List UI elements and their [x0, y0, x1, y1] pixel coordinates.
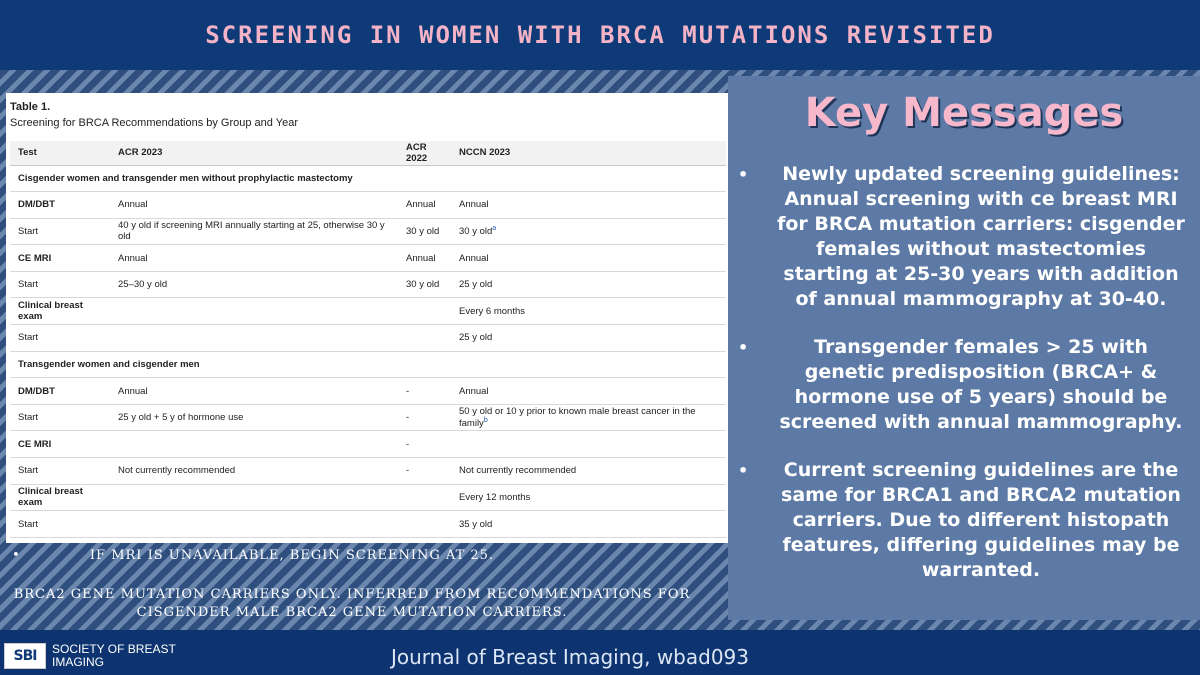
- table-group-row: [10, 351, 726, 378]
- footnote-marker[interactable]: b: [483, 417, 488, 425]
- footnote-marker[interactable]: a: [492, 225, 497, 233]
- key-message-text: Transgender females > 25 with genetic predisposition (BRCA+ & hormone use of 5 years) should be screened with annual mammography.: [779, 336, 1183, 433]
- bullet-icon: •: [738, 165, 749, 184]
- cell-test-text: Start: [18, 518, 39, 530]
- cell-acr2022: [398, 404, 451, 431]
- cell-acr2023: [110, 325, 398, 352]
- cell-nccn2023-text: 25 y old: [459, 332, 493, 344]
- cell-acr2022: [398, 378, 451, 405]
- table-row: [10, 404, 726, 431]
- cell-nccn2023-text: 50 y old or 10 y prior to known male breast cancer in the family: [459, 406, 696, 430]
- cell-acr2023: [110, 218, 398, 245]
- table-group-row: [10, 165, 726, 192]
- cell-acr2023: [110, 192, 398, 219]
- cell-test-text: CE MRI: [18, 438, 52, 450]
- cell-test-text: Start: [18, 225, 39, 237]
- cell-acr2022-text: 30 y old: [406, 225, 440, 237]
- cell-nccn2023: [451, 484, 726, 511]
- cell-acr2022: [398, 325, 451, 352]
- cell-test: [10, 378, 110, 405]
- key-message-item: [738, 458, 1198, 583]
- cell-test: [10, 245, 110, 272]
- bullet-icon: •: [738, 461, 749, 480]
- cell-test-text: CE MRI: [18, 252, 52, 264]
- cell-test: [10, 431, 110, 458]
- cell-acr2022-text: 30 y old: [406, 279, 440, 291]
- organization-name: SOCIETY OF BREAST IMAGING: [52, 642, 176, 669]
- cell-nccn2023-text: Every 12 months: [459, 491, 531, 503]
- cell-test: [10, 298, 110, 325]
- table-row: [10, 458, 726, 485]
- cell-nccn2023-text: Not currently recommended: [459, 465, 577, 477]
- cell-acr2023: [110, 245, 398, 272]
- cell-nccn2023: [451, 218, 726, 245]
- cell-nccn2023-text: Annual: [459, 385, 489, 397]
- cell-acr2023: [110, 271, 398, 298]
- table-body: [10, 165, 726, 537]
- table-card: [6, 93, 728, 543]
- sbi-logo: [4, 643, 46, 669]
- table-caption: Screening for BRCA Recommendations by Group and Year: [10, 117, 298, 129]
- cell-test-text: Clinical breast exam: [18, 486, 83, 509]
- table-row: [10, 511, 726, 538]
- cell-test-text: Clinical breast exam: [18, 300, 83, 323]
- key-messages-list: [738, 162, 1198, 606]
- cell-test: [10, 484, 110, 511]
- sbi-logo-text: SBI: [13, 648, 37, 664]
- cell-acr2023: [110, 404, 398, 431]
- cell-acr2023-text: Not currently recommended: [118, 465, 236, 477]
- cell-test-text: Start: [18, 412, 39, 424]
- cell-acr2022: [398, 271, 451, 298]
- cell-test: [10, 511, 110, 538]
- group-heading: Cisgender women and transgender men without prophylactic mastectomy: [10, 165, 726, 192]
- cell-test-text: Start: [18, 465, 39, 477]
- journal-citation: Journal of Breast Imaging, wbad093: [391, 645, 749, 669]
- cell-acr2022-text: Annual: [406, 252, 436, 264]
- cell-nccn2023: [451, 404, 726, 431]
- cell-test: [10, 404, 110, 431]
- table-header-row: [10, 141, 726, 165]
- cell-nccn2023-text: 35 y old: [459, 518, 493, 530]
- key-messages-title: Key Messages: [804, 90, 1124, 136]
- cell-test: [10, 218, 110, 245]
- cell-nccn2023-text: Every 6 months: [459, 305, 525, 317]
- key-message-item: [738, 335, 1198, 435]
- group-heading: Transgender women and cisgender men: [10, 351, 726, 378]
- cell-nccn2023: [451, 325, 726, 352]
- column-header-acr2023: ACR 2023: [110, 141, 398, 165]
- table-row: [10, 378, 726, 405]
- footnote-a: [6, 548, 728, 563]
- cell-test-text: Start: [18, 332, 39, 344]
- table-row: [10, 218, 726, 245]
- key-messages-panel: [728, 76, 1200, 620]
- footnote-a-text: IF MRI IS UNAVAILABLE, BEGIN SCREENING AT 25.: [89, 548, 495, 563]
- cell-test-text: Start: [18, 279, 39, 291]
- cell-acr2022-text: -: [406, 438, 410, 450]
- cell-acr2022: [398, 511, 451, 538]
- cell-acr2023-text: 40 y old if screening MRI annually starting at 25, otherwise 30 y old: [118, 220, 385, 243]
- cell-nccn2023-text: 30 y old: [459, 226, 493, 238]
- table-row: [10, 484, 726, 511]
- cell-acr2023: [110, 298, 398, 325]
- cell-acr2023-text: Annual: [118, 252, 148, 264]
- table-row: [10, 325, 726, 352]
- cell-acr2022: [398, 218, 451, 245]
- cell-test: [10, 192, 110, 219]
- cell-acr2023: [110, 378, 398, 405]
- table-row: [10, 298, 726, 325]
- cell-nccn2023: [451, 245, 726, 272]
- cell-nccn2023: [451, 271, 726, 298]
- cell-acr2022-text: Annual: [406, 199, 436, 211]
- cell-nccn2023: [451, 192, 726, 219]
- cell-test: [10, 458, 110, 485]
- table-label: Table 1.: [10, 101, 51, 113]
- bullet-icon: •: [738, 338, 749, 357]
- header-banner: [0, 0, 1200, 70]
- cell-test-text: DM/DBT: [18, 385, 55, 397]
- cell-nccn2023: [451, 378, 726, 405]
- cell-nccn2023-text: Annual: [459, 199, 489, 211]
- key-message-item: [738, 162, 1198, 312]
- cell-acr2022: [398, 484, 451, 511]
- cell-test-text: DM/DBT: [18, 199, 55, 211]
- page-title: SCREENING IN WOMEN WITH BRCA MUTATIONS REVISITED: [205, 21, 995, 49]
- cell-acr2022: [398, 458, 451, 485]
- cell-acr2022: [398, 245, 451, 272]
- cell-acr2022: [398, 298, 451, 325]
- screening-table: [10, 141, 726, 538]
- table-row: [10, 431, 726, 458]
- cell-test: [10, 271, 110, 298]
- cell-nccn2023: [451, 511, 726, 538]
- cell-acr2022-text: -: [406, 465, 410, 477]
- cell-acr2023-text: 25 y old + 5 y of hormone use: [118, 412, 244, 424]
- cell-acr2023: [110, 511, 398, 538]
- cell-acr2022-text: -: [406, 412, 410, 424]
- key-message-text: Current screening guidelines are the same for BRCA1 and BRCA2 mutation carriers. Due to different histopath features, differing guidelines may be warranted.: [781, 459, 1181, 581]
- table-row: [10, 245, 726, 272]
- column-header-acr2022: ACR 2022: [398, 141, 451, 165]
- cell-acr2023: [110, 458, 398, 485]
- cell-acr2023: [110, 431, 398, 458]
- column-header-nccn2023: NCCN 2023: [451, 141, 726, 165]
- column-header-test: Test: [10, 141, 110, 165]
- table-row: [10, 271, 726, 298]
- cell-acr2022: [398, 192, 451, 219]
- cell-nccn2023-text: Annual: [459, 252, 489, 264]
- cell-acr2022-text: -: [406, 385, 410, 397]
- cell-acr2023-text: 25–30 y old: [118, 279, 168, 291]
- footnote-b: BRCA2 GENE MUTATION CARRIERS ONLY. INFERRED FROM RECOMMENDATIONS FOR CISGENDER MALE BRCA2 GENE MUTATION CARRIERS.: [13, 587, 691, 620]
- cell-acr2023: [110, 484, 398, 511]
- footnote-bullet: •: [12, 548, 21, 563]
- key-message-text: Newly updated screening guidelines: Annual screening with ce breast MRI for BRCA mutation carriers: cisgender females without mastectomies starting at 25-30 years with addition of annual mammography at 30-40.: [777, 163, 1185, 310]
- cell-nccn2023-text: 25 y old: [459, 279, 493, 291]
- cell-acr2023-text: Annual: [118, 199, 148, 211]
- cell-acr2023-text: Annual: [118, 385, 148, 397]
- cell-nccn2023: [451, 458, 726, 485]
- cell-nccn2023: [451, 431, 726, 458]
- table-row: [10, 192, 726, 219]
- cell-test: [10, 325, 110, 352]
- cell-acr2022: [398, 431, 451, 458]
- cell-nccn2023: [451, 298, 726, 325]
